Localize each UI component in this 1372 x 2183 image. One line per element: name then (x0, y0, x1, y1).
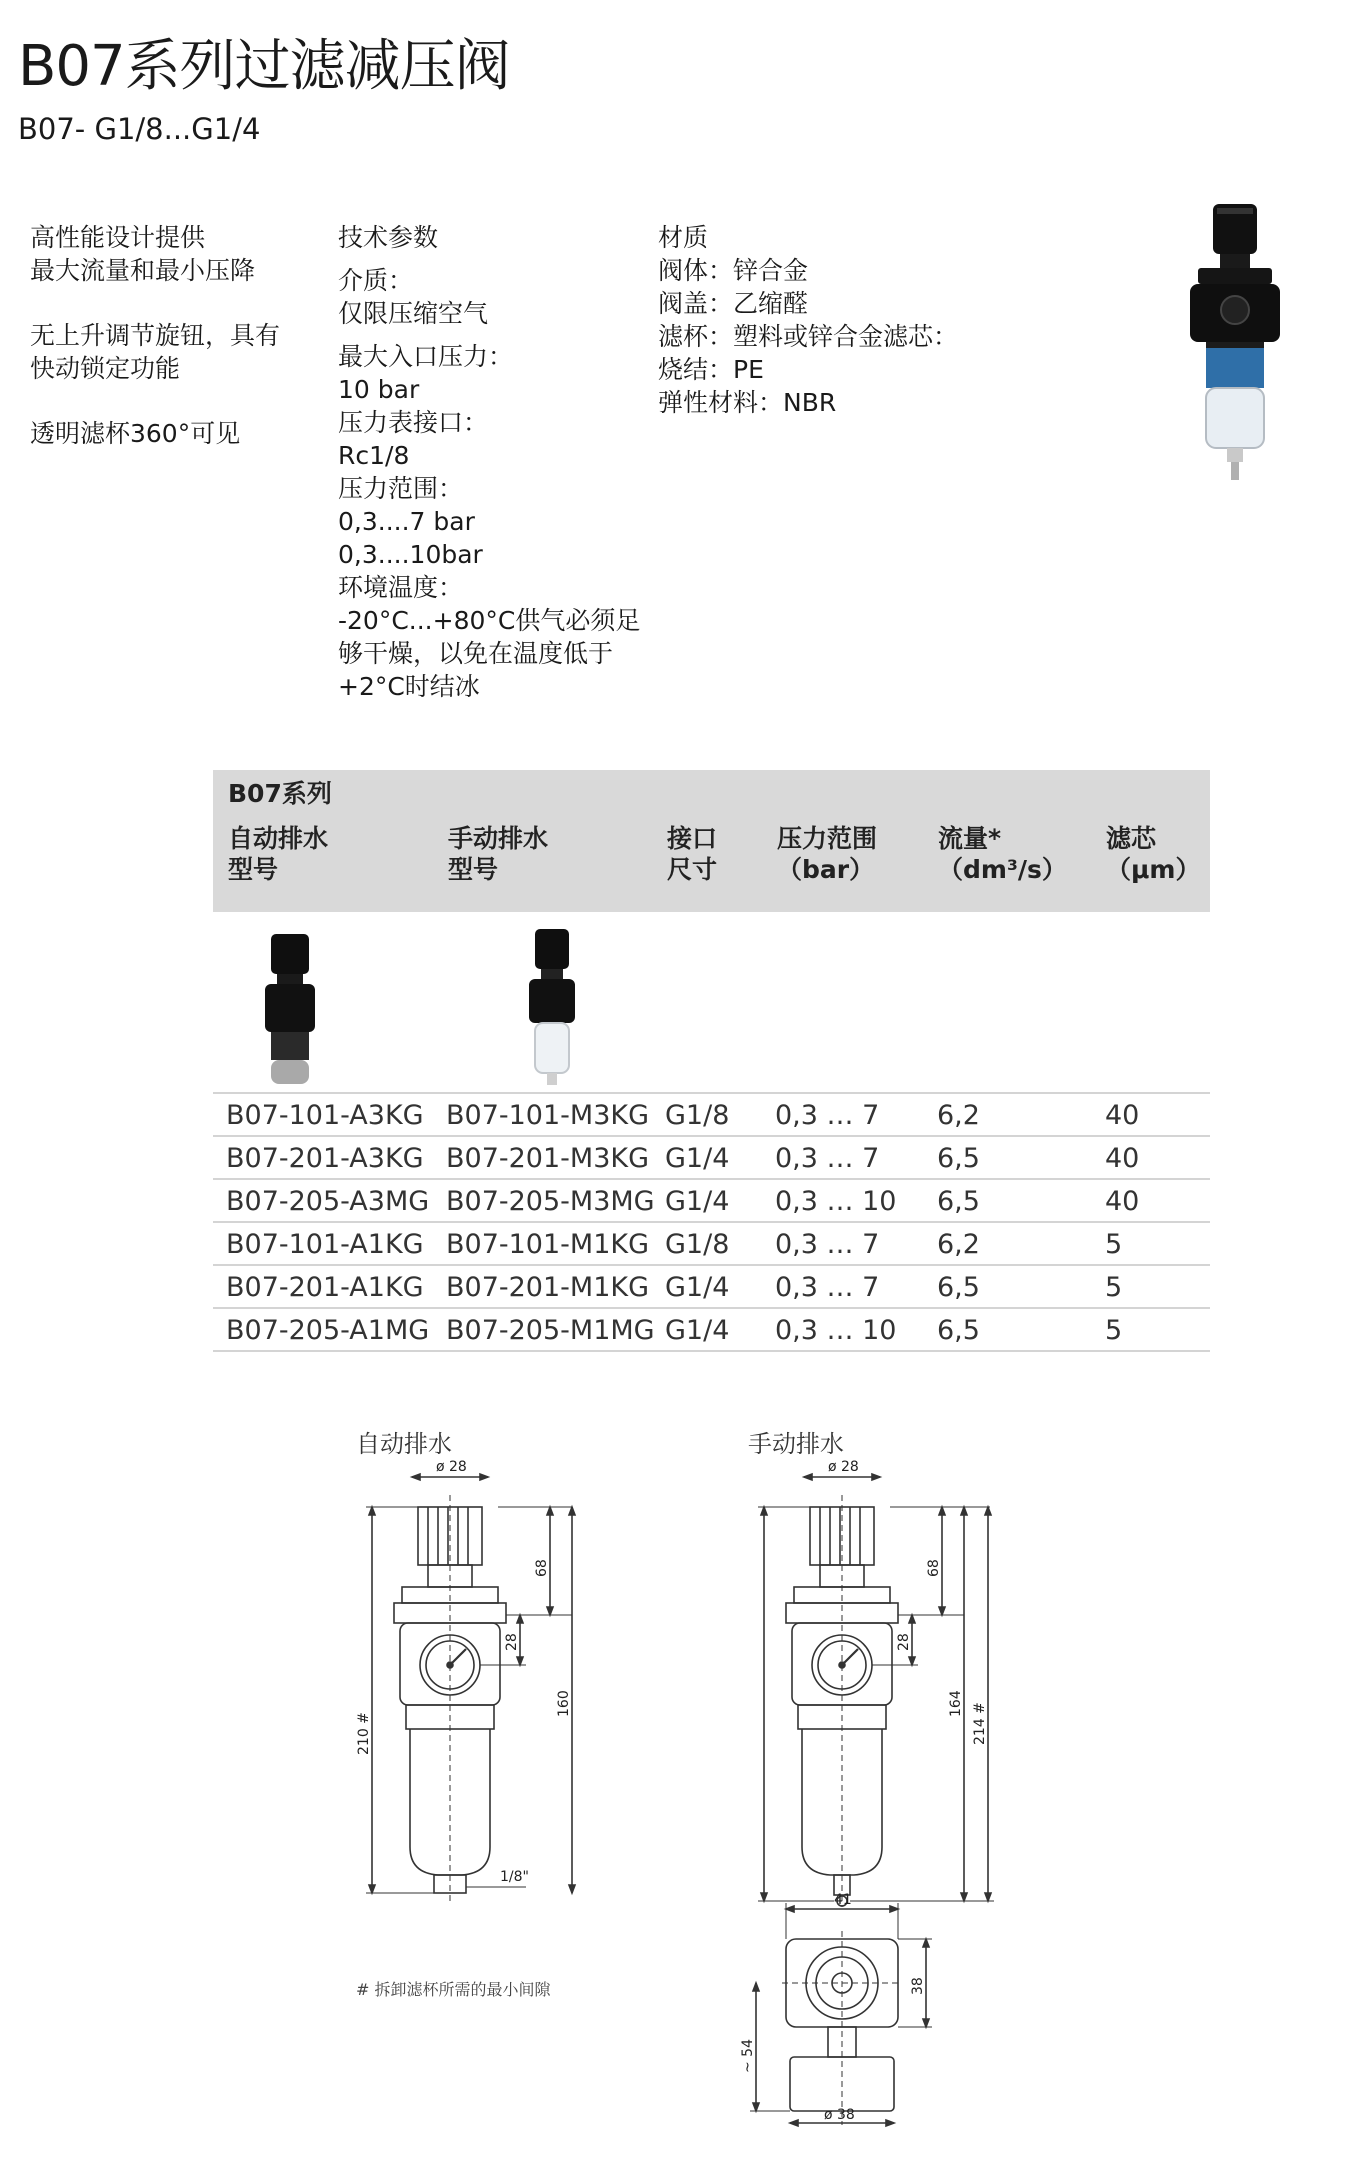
cell-auto-model: B07-205-A3MG (226, 1186, 430, 1217)
tech-column (338, 221, 640, 703)
cell-pressure: 0,3 … 7 (775, 1229, 880, 1260)
dim-214: 214 # (972, 1702, 988, 1745)
manual-drain-label: 手动排水 (748, 1430, 844, 1458)
dim-210: 210 # (356, 1712, 372, 1755)
dim-164: 164 (948, 1690, 964, 1717)
top-view-dimension-drawing (740, 1892, 982, 2135)
dim-28: 28 (896, 1633, 912, 1651)
tech-line: 10 bar (338, 375, 420, 404)
cell-manual-model: B07-201-M3KG (446, 1143, 650, 1174)
cell-manual-model: B07-101-M1KG (446, 1229, 650, 1260)
table-series: B07系列 (228, 779, 332, 808)
cell-port: G1/8 (665, 1229, 730, 1260)
cell-filter: 5 (1105, 1272, 1123, 1303)
cell-flow: 6,5 (937, 1272, 980, 1303)
header-port-size (667, 823, 717, 885)
cell-port: G1/4 (665, 1143, 730, 1174)
dim-top: ø 28 (436, 1459, 467, 1475)
feature-line: 无上升调节旋钮，具有 (30, 321, 281, 350)
material-line: 烧结：PE (658, 355, 764, 384)
table-row (213, 1307, 1210, 1352)
table-bottom-rule (213, 1350, 1210, 1352)
table-row (213, 1092, 1210, 1137)
dim-68: 68 (926, 1559, 942, 1577)
cell-manual-model: B07-205-M3MG (446, 1186, 655, 1217)
header-line: （dm³/s） (938, 855, 1067, 884)
manual-drain-dimension-drawing (742, 1455, 1002, 1915)
header-manual-model (448, 823, 548, 885)
cell-port: G1/8 (665, 1100, 730, 1131)
header-line: 自动排水 (228, 824, 329, 853)
header-line: 手动排水 (448, 824, 549, 853)
manual-drain-product-image (517, 925, 587, 1090)
material-heading: 材质 (658, 223, 709, 252)
dim-ø38: ø 38 (824, 2107, 855, 2123)
auto-drain-label: 自动排水 (356, 1430, 452, 1458)
tech-line: -20°C...+80°C供气必须足 (338, 606, 641, 635)
tech-line: +2°C时结冰 (338, 672, 480, 701)
cell-manual-model: B07-101-M3KG (446, 1100, 650, 1131)
dim-top: ø 28 (828, 1459, 859, 1475)
header-line: 型号 (228, 855, 279, 884)
clearance-note: # 拆卸滤杯所需的最小间隙 (356, 1980, 551, 1999)
cell-flow: 6,2 (937, 1229, 980, 1260)
material-column (658, 221, 958, 419)
tech-line: 0,3....7 bar (338, 507, 475, 536)
table-row (213, 1178, 1210, 1223)
cell-auto-model: B07-201-A1KG (226, 1272, 424, 1303)
material-line: 阀盖：乙缩醛 (658, 289, 809, 318)
table-row (213, 1135, 1210, 1180)
cell-filter: 5 (1105, 1229, 1123, 1260)
page-subtitle: B07- G1/8...G1/4 (18, 112, 261, 146)
tech-line: Rc1/8 (338, 441, 410, 470)
cell-manual-model: B07-205-M1MG (446, 1315, 655, 1346)
dim-41: 41 (834, 1892, 852, 1908)
cell-filter: 40 (1105, 1143, 1140, 1174)
cell-manual-model: B07-201-M1KG (446, 1272, 650, 1303)
cell-filter: 40 (1105, 1100, 1140, 1131)
cell-flow: 6,5 (937, 1186, 980, 1217)
cell-filter: 40 (1105, 1186, 1140, 1217)
dim-160: 160 (556, 1690, 572, 1717)
tech-line: 环境温度： (338, 573, 464, 602)
table-row (213, 1264, 1210, 1309)
cell-filter: 5 (1105, 1315, 1123, 1346)
cell-flow: 6,5 (937, 1143, 980, 1174)
header-line: 尺寸 (667, 855, 718, 884)
dim-port: 1/8" (500, 1869, 529, 1885)
cell-port: G1/4 (665, 1186, 730, 1217)
header-line: （μm） (1106, 855, 1201, 884)
cell-pressure: 0,3 … 10 (775, 1186, 897, 1217)
tech-line: 压力范围： (338, 474, 464, 503)
material-line: 弹性材料：NBR (658, 388, 837, 417)
cell-pressure: 0,3 … 10 (775, 1315, 897, 1346)
tech-line: 压力表接口： (338, 408, 489, 437)
tech-line: 介质： (338, 266, 414, 295)
cell-port: G1/4 (665, 1272, 730, 1303)
cell-auto-model: B07-201-A3KG (226, 1143, 424, 1174)
header-line: （bar） (777, 855, 875, 884)
header-line: 接口 (667, 824, 718, 853)
tech-heading: 技术参数 (338, 223, 439, 252)
page-title: B07系列过滤减压阀 (18, 34, 510, 99)
table-row (213, 1221, 1210, 1266)
cell-pressure: 0,3 … 7 (775, 1100, 880, 1131)
cell-port: G1/4 (665, 1315, 730, 1346)
features-column (30, 221, 280, 450)
dim-38: 38 (910, 1977, 926, 1995)
auto-drain-dimension-drawing (350, 1455, 610, 1915)
auto-drain-product-image (255, 930, 325, 1090)
header-pressure-range (777, 823, 877, 885)
feature-line: 透明滤杯360°可见 (30, 419, 241, 448)
cell-flow: 6,5 (937, 1315, 980, 1346)
dim-68: 68 (534, 1559, 550, 1577)
tech-line: 最大入口压力： (338, 342, 514, 371)
cell-auto-model: B07-101-A3KG (226, 1100, 424, 1131)
feature-line: 最大流量和最小压降 (30, 256, 256, 285)
cell-flow: 6,2 (937, 1100, 980, 1131)
tech-line: 仅限压缩空气 (338, 299, 489, 328)
header-filter (1106, 823, 1200, 885)
cell-auto-model: B07-205-A1MG (226, 1315, 430, 1346)
tech-line: 0,3....10bar (338, 540, 483, 569)
header-line: 流量* (938, 824, 1002, 853)
header-line: 型号 (448, 855, 499, 884)
tech-line: 够干燥，以免在温度低于 (338, 639, 614, 668)
header-line: 滤芯 (1106, 824, 1157, 853)
material-line: 阀体：锌合金 (658, 256, 809, 285)
material-line: 滤杯：塑料或锌合金滤芯： (658, 322, 959, 351)
header-line: 压力范围 (777, 824, 878, 853)
header-auto-model (228, 823, 328, 885)
header-flow (938, 823, 1067, 885)
cell-pressure: 0,3 … 7 (775, 1143, 880, 1174)
cell-pressure: 0,3 … 7 (775, 1272, 880, 1303)
feature-line: 高性能设计提供 (30, 223, 206, 252)
feature-line: 快动锁定功能 (30, 354, 181, 383)
dim-28: 28 (504, 1633, 520, 1651)
dim-54: ~ 54 (740, 2039, 756, 2073)
cell-auto-model: B07-101-A1KG (226, 1229, 424, 1260)
product-photo (1180, 198, 1290, 498)
